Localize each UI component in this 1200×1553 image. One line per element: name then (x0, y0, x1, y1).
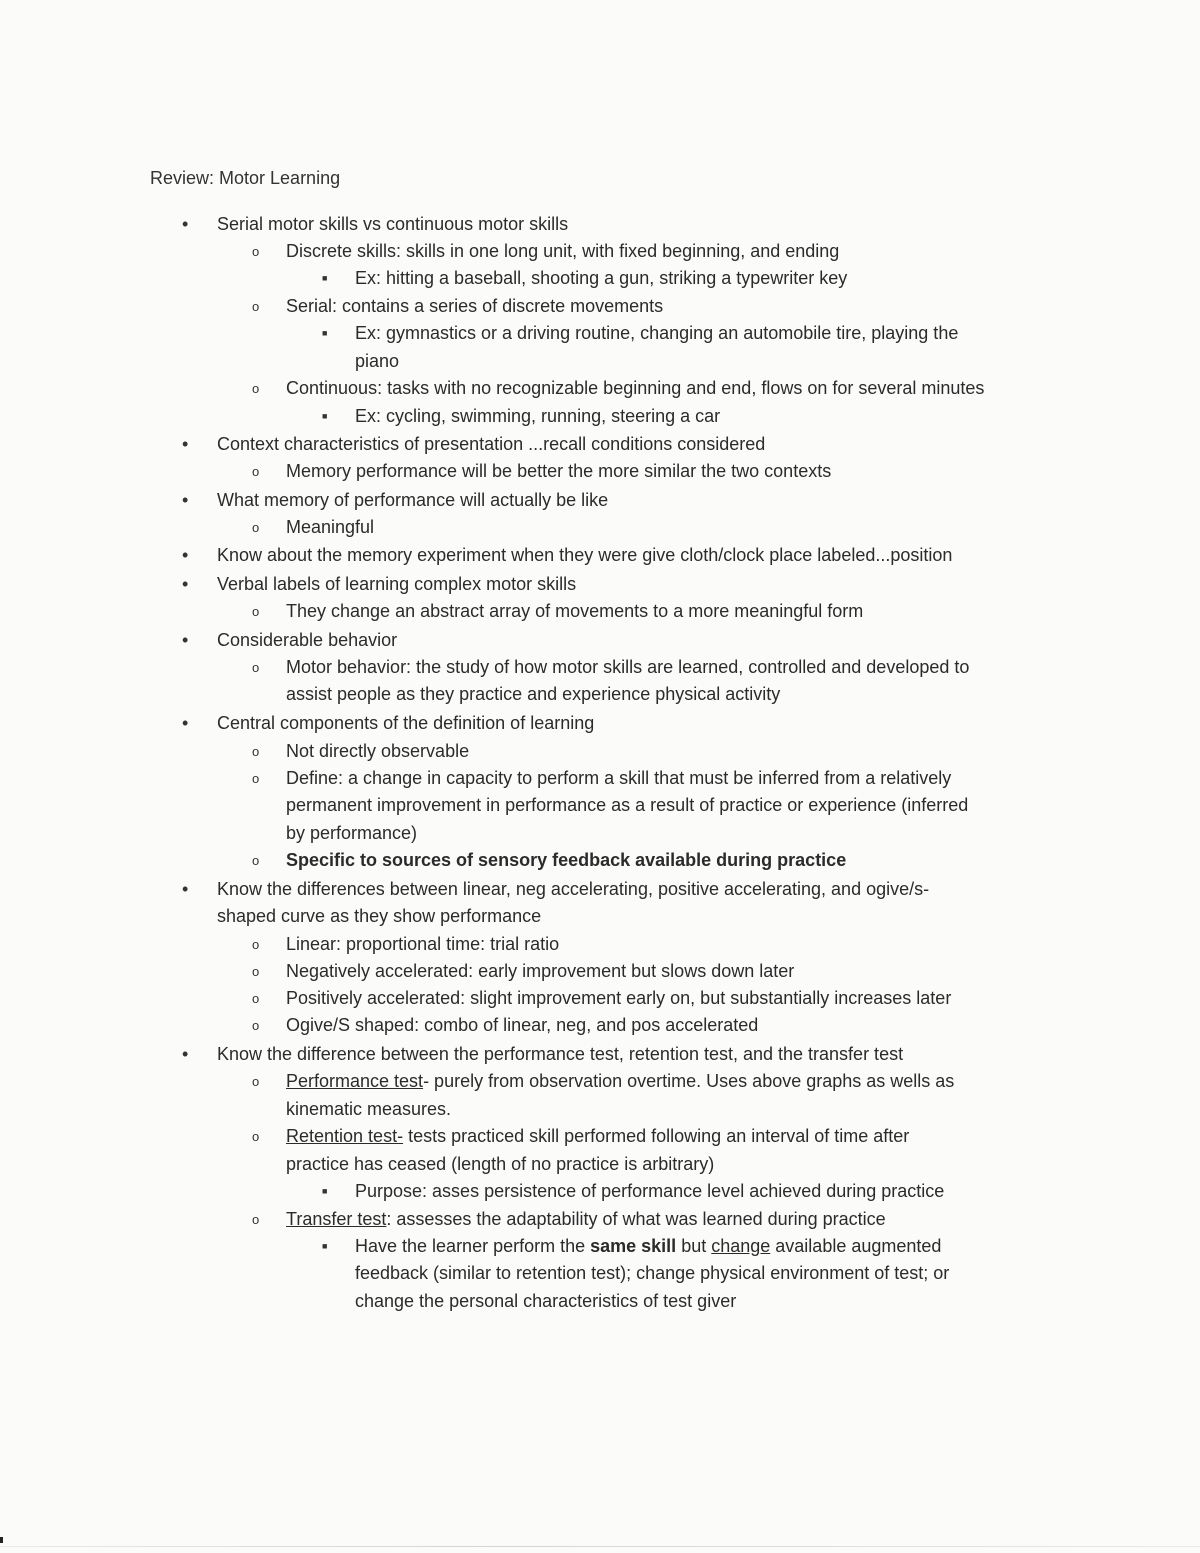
list-item-continuation: shaped curve as they show performance (217, 906, 542, 926)
list-item-continuation: practice has ceased (length of no practice is arbitrary) (286, 1154, 715, 1174)
bullet-circle: o (252, 381, 260, 396)
list-item: Ex: hitting a baseball, shooting a gun, striking a typewriter key (355, 268, 848, 288)
bullet-circle: o (252, 244, 260, 259)
list-item: Central components of the definition of learning (217, 713, 595, 733)
bullet-circle: o (252, 991, 260, 1006)
list-item-continuation: by performance) (286, 823, 418, 843)
list-item-text: Have the learner perform the (355, 1236, 591, 1256)
bullet-circle: o (252, 1074, 260, 1089)
list-item-continuation: feedback (similar to retention test); change physical environment of test; or (355, 1263, 950, 1283)
bullet-disc: • (182, 630, 189, 650)
underlined-term: Transfer test (286, 1209, 387, 1229)
list-item: Positively accelerated: slight improvement early on, but substantially increases later (286, 988, 952, 1008)
list-item: Linear: proportional time: trial ratio (286, 934, 560, 954)
bullet-circle: o (252, 744, 260, 759)
list-item: What memory of performance will actually be like (217, 490, 609, 510)
bullet-circle: o (252, 660, 260, 675)
list-item: Ogive/S shaped: combo of linear, neg, and pos accelerated (286, 1015, 759, 1035)
bold-term: same skill (590, 1236, 677, 1256)
bullet-square: ■ (322, 1241, 328, 1251)
bullet-circle: o (252, 1129, 260, 1144)
underlined-term: Retention test- (286, 1126, 404, 1146)
bullet-circle: o (252, 937, 260, 952)
list-item: They change an abstract array of movements to a more meaningful form (286, 601, 864, 621)
scan-edge-line (0, 1546, 1200, 1547)
list-item: Serial: contains a series of discrete movements (286, 296, 664, 316)
bullet-disc: • (182, 879, 189, 899)
bullet-circle: o (252, 464, 260, 479)
list-item: Serial motor skills vs continuous motor skills (217, 214, 569, 234)
bullet-circle: o (252, 604, 260, 619)
list-item-continuation: kinematic measures. (286, 1099, 452, 1119)
list-item: Continuous: tasks with no recognizable beginning and end, flows on for several minutes (286, 378, 985, 398)
scan-artifact (0, 1537, 3, 1543)
list-item-continuation: assist people as they practice and experience physical activity (286, 684, 781, 704)
list-item: Define: a change in capacity to perform a skill that must be inferred from a relatively (286, 768, 952, 788)
list-item: Discrete skills: skills in one long unit, with fixed beginning, and ending (286, 241, 840, 261)
list-item-text: tests practiced skill performed following an interval of time after (403, 1126, 910, 1146)
list-item-text: : assesses the adaptability of what was learned during practice (386, 1209, 886, 1229)
list-item-text: but (676, 1236, 712, 1256)
list-item-bold: Specific to sources of sensory feedback available during practice (286, 850, 847, 870)
list-item: Purpose: asses persistence of performance level achieved during practice (355, 1181, 945, 1201)
bullet-circle: o (252, 1018, 260, 1033)
bullet-disc: • (182, 713, 189, 733)
page-title: Review: Motor Learning (150, 168, 341, 188)
underlined-term: Performance test (286, 1071, 424, 1091)
list-item-continuation: piano (355, 351, 400, 371)
list-item: Ex: cycling, swimming, running, steering a car (355, 406, 721, 426)
bullet-circle: o (252, 299, 260, 314)
bullet-disc: • (182, 1044, 189, 1064)
list-item: Know about the memory experiment when they were give cloth/clock place labeled...position (217, 545, 953, 565)
list-item: Know the difference between the performance test, retention test, and the transfer test (217, 1044, 904, 1064)
list-item (286, 1123, 909, 1150)
list-item: Ex: gymnastics or a driving routine, changing an automobile tire, playing the (355, 323, 959, 343)
bullet-disc: • (182, 574, 189, 594)
list-item: Know the differences between linear, neg accelerating, positive accelerating, and ogive/s- (217, 879, 930, 899)
bullet-disc: • (182, 545, 189, 565)
bullet-disc: • (182, 214, 189, 234)
list-item: Considerable behavior (217, 630, 398, 650)
underlined-term: change (711, 1236, 771, 1256)
list-item: Meaningful (286, 517, 375, 537)
bullet-circle: o (252, 853, 260, 868)
bullet-circle: o (252, 771, 260, 786)
bullet-square: ■ (322, 411, 328, 421)
list-item: Not directly observable (286, 741, 470, 761)
list-item-text: available augmented (770, 1236, 942, 1256)
bullet-circle: o (252, 520, 260, 535)
list-item: Memory performance will be better the more similar the two contexts (286, 461, 832, 481)
list-item: Verbal labels of learning complex motor skills (217, 574, 577, 594)
list-item-continuation: permanent improvement in performance as a result of practice or experience (inferred (286, 795, 969, 815)
list-item-continuation: change the personal characteristics of test giver (355, 1291, 737, 1311)
bullet-square: ■ (322, 273, 328, 283)
list-item (286, 1206, 886, 1233)
bullet-square: ■ (322, 1186, 328, 1196)
list-item-text: - purely from observation overtime. Uses above graphs as wells as (423, 1071, 955, 1091)
bullet-circle: o (252, 964, 260, 979)
bullet-square: ■ (322, 328, 328, 338)
bullet-disc: • (182, 434, 189, 454)
list-item: Negatively accelerated: early improvement but slows down later (286, 961, 795, 981)
list-item: Context characteristics of presentation ...recall conditions considered (217, 434, 766, 454)
list-item: Motor behavior: the study of how motor skills are learned, controlled and developed to (286, 657, 970, 677)
list-item (286, 1068, 954, 1095)
bullet-disc: • (182, 490, 189, 510)
bullet-circle: o (252, 1212, 260, 1227)
list-item (355, 1233, 941, 1260)
